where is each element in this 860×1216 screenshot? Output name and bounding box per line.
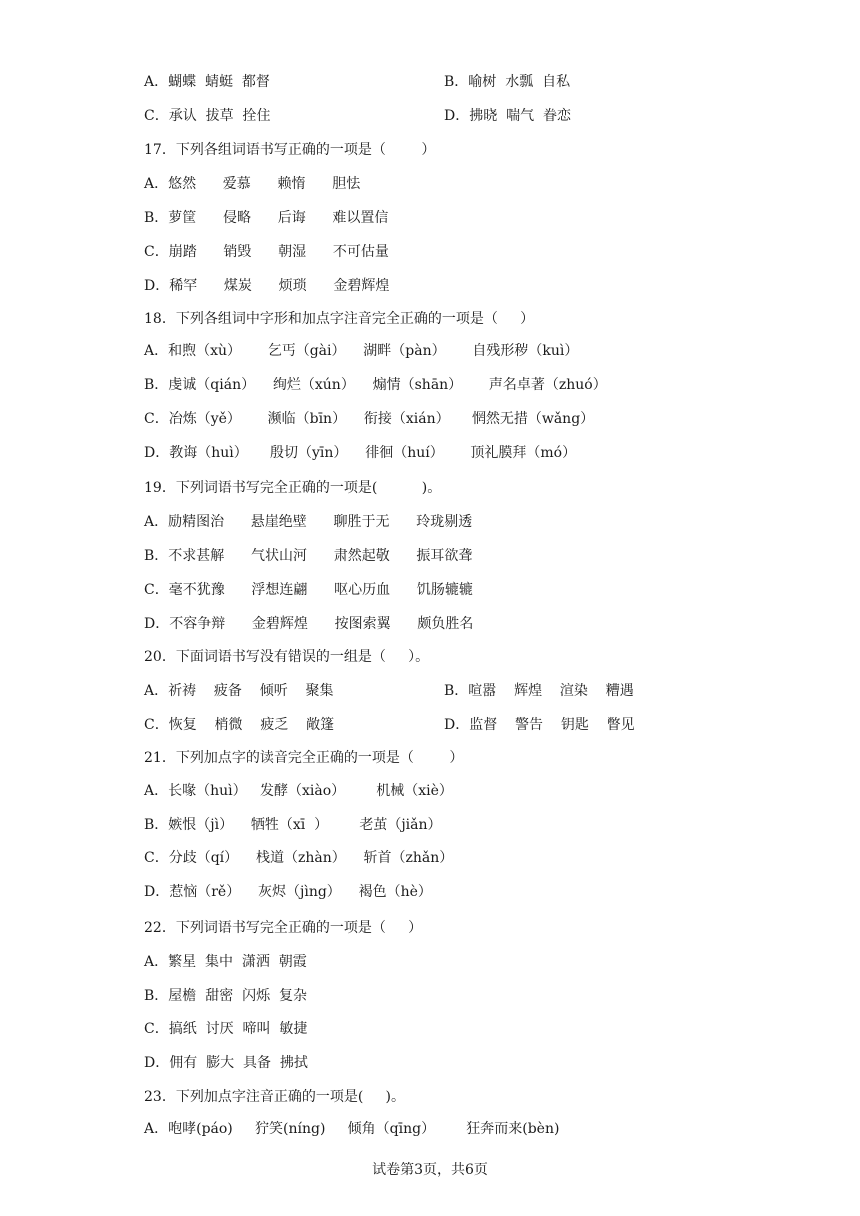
question-22: 22．下列词语书写完全正确的一项是（ ） bbox=[144, 920, 423, 936]
question-18: 18．下列各组词中字形和加点字注音完全正确的一项是（ ） bbox=[144, 311, 535, 327]
option-line: C．毫不犹豫 浮想连翩 呕心历血 饥肠辘辘 bbox=[144, 582, 473, 598]
option-line: C．分歧（qí） 栈道（zhàn） 斩首（zhǎn） bbox=[144, 850, 454, 866]
option-line: D．教诲（huì） 殷切（yīn） 徘徊（huí） 顶礼膜拜（mó） bbox=[144, 445, 577, 461]
option-line: D．佣有 膨大 具备 拂拭 bbox=[144, 1055, 308, 1071]
option-line: A．悠然 爱慕 赖惰 胆怯 bbox=[144, 176, 361, 192]
option-line: C．搞纸 讨厌 啼叫 敏捷 bbox=[144, 1021, 308, 1037]
option-line: D．稀罕 煤炭 烦琐 金碧辉煌 bbox=[144, 278, 390, 294]
option-line: B．不求甚解 气状山河 肃然起敬 振耳欲聋 bbox=[144, 548, 473, 564]
option-line: D．不容争辩 金碧辉煌 按图索翼 颇负胜名 bbox=[144, 616, 474, 632]
option-line: B．萝筐 侵略 后诲 难以置信 bbox=[144, 210, 389, 226]
option-line: A．繁星 集中 潇洒 朝霞 bbox=[144, 954, 307, 970]
option-line: A．和煦（xù） 乞丐（gài） 湖畔（pàn） 自残形秽（kuì） bbox=[144, 343, 579, 359]
option-line: A．祈祷 疲备 倾听 聚集 bbox=[144, 683, 334, 699]
option-line: B．嫉恨（jì） 牺牲（xī ） 老茧（jiǎn） bbox=[144, 817, 442, 833]
option-line: B．虔诚（qián） 绚烂（xún） 煽情（shān） 声名卓著（zhuó） bbox=[144, 377, 607, 393]
option-line: B．喧嚣 辉煌 渲染 糟遇 bbox=[444, 683, 634, 699]
option-line: D．拂晓 喘气 眷恋 bbox=[444, 108, 572, 124]
question-19: 19．下列词语书写完全正确的一项是( )。 bbox=[144, 480, 442, 496]
question-17: 17．下列各组词语书写正确的一项是（ ） bbox=[144, 142, 436, 158]
option-line: C．恢复 梢微 疲乏 敞篷 bbox=[144, 717, 335, 733]
option-line: D．惹恼（rě） 灰烬（jìng） 褐色（hè） bbox=[144, 884, 432, 900]
option-line: A．咆哮(páo) 狞笑(níng) 倾角（qīng） 狂奔而来(bèn) bbox=[144, 1121, 560, 1137]
page-footer: 试卷第3页，共6页 bbox=[372, 1162, 488, 1178]
option-line: C．冶炼（yě） 濒临（bīn） 衔接（xián） 惘然无措（wǎng） bbox=[144, 411, 595, 427]
option-line: A．长喙（huì） 发酵（xiào） 机械（xiè） bbox=[144, 783, 453, 799]
question-21: 21．下列加点字的读音完全正确的一项是（ ） bbox=[144, 750, 464, 766]
option-line: B．喻树 水瓢 自私 bbox=[444, 74, 571, 90]
option-line: D．监督 警告 钥匙 瞥见 bbox=[444, 717, 635, 733]
option-line: A．励精图治 悬崖绝壁 聊胜于无 玲珑剔透 bbox=[144, 514, 473, 530]
question-23: 23．下列加点字注音正确的一项是( )。 bbox=[144, 1089, 405, 1105]
option-line: B．屋檐 甜密 闪烁 复杂 bbox=[144, 988, 307, 1004]
option-line: C．承认 拔草 拴住 bbox=[144, 108, 271, 124]
option-line: C．崩踏 销毁 朝湿 不可估量 bbox=[144, 244, 389, 260]
option-line: A．蝴蝶 蜻蜓 都督 bbox=[144, 74, 270, 90]
question-20: 20．下面词语书写没有错误的一组是（ ）。 bbox=[144, 649, 430, 665]
